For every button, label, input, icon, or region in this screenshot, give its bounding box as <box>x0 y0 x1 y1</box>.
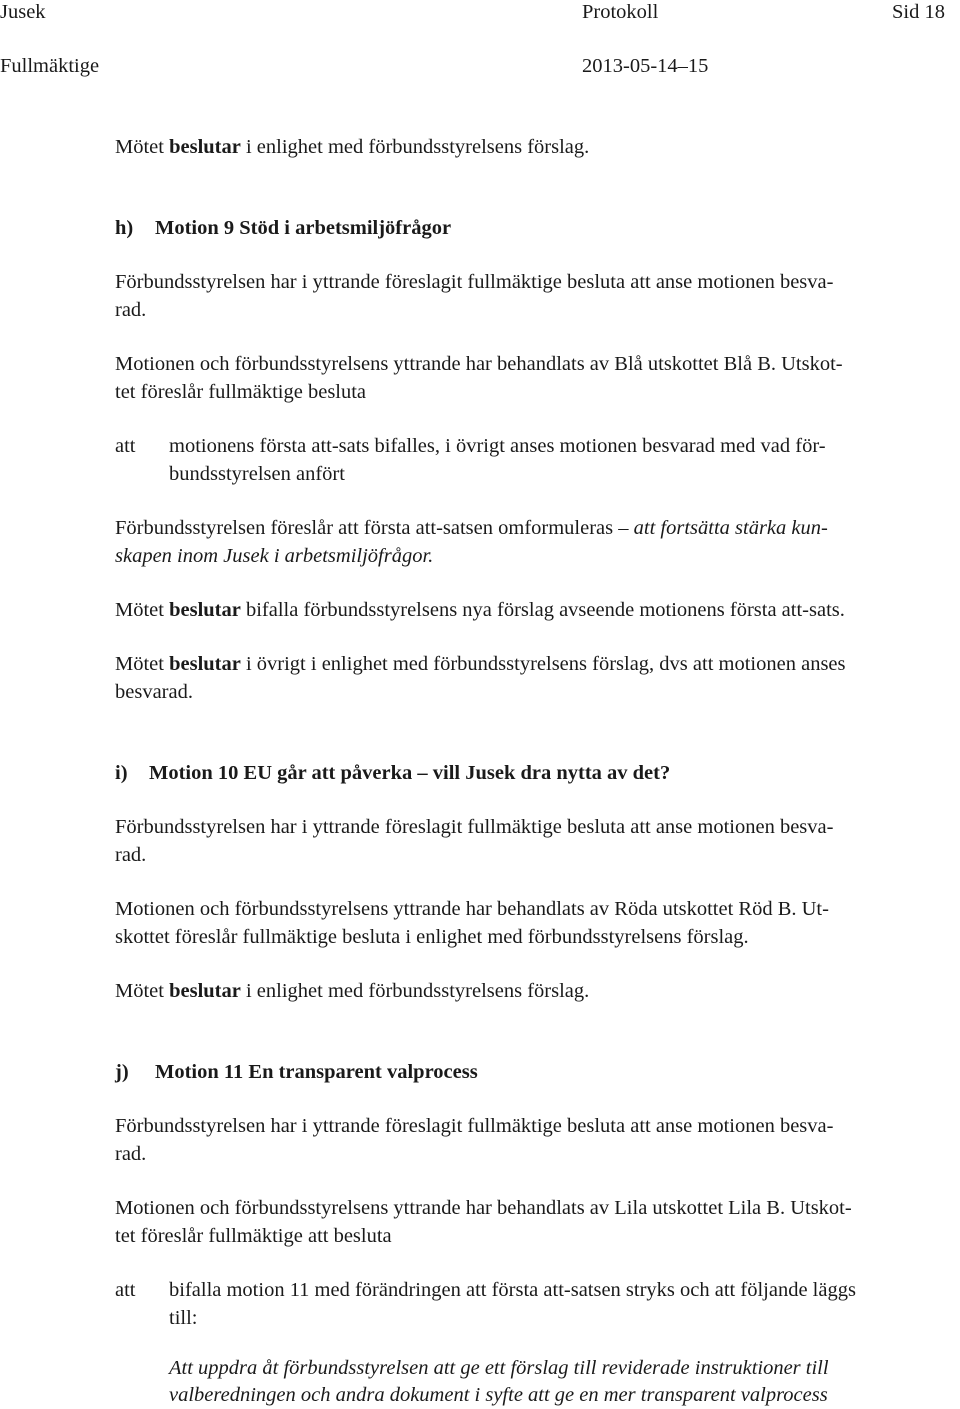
paragraph-line: Motionen och förbundsstyrelsens yttrande har behandlats av Blå utskottet Blå B. Utskot- <box>115 353 843 375</box>
section-title: Motion 10 EU går att påverka – vill Jusek dra nytta av det? <box>149 762 671 784</box>
proposal-line: skapen inom Jusek i arbetsmiljöfrågor. <box>115 545 434 567</box>
section-title: Motion 9 Stöd i arbetsmiljöfrågor <box>155 217 452 239</box>
paragraph-line: tet föreslår fullmäktige att besluta <box>115 1225 392 1247</box>
decision-line: Mötet beslutar i enlighet med förbundsstyrelsens förslag. <box>115 136 590 158</box>
att-label: att <box>115 1279 136 1301</box>
paragraph-line: tet föreslår fullmäktige besluta <box>115 381 367 403</box>
att-clause-line: motionens första att-sats bifalles, i övrigt anses motionen besvarad med vad för- <box>169 435 826 457</box>
paragraph-line: Motionen och förbundsstyrelsens yttrande har behandlats av Röda utskottet Röd B. Ut- <box>115 898 829 920</box>
att-clause-line: till: <box>169 1307 198 1329</box>
paragraph-line: besvarad. <box>115 681 193 703</box>
paragraph-line: Förbundsstyrelsen har i yttrande föreslagit fullmäktige besluta att anse motionen besva- <box>115 816 834 838</box>
proposal-line: Förbundsstyrelsen föreslår att första att-satsen omformuleras – att fortsätta stärka kun- <box>115 517 828 539</box>
quoted-proposal-line: Att uppdra åt förbundsstyrelsen att ge ett förslag till reviderade instruktioner till <box>169 1357 829 1379</box>
decision-line: Mötet beslutar i övrigt i enlighet med förbundsstyrelsens förslag, dvs att motionen anses <box>115 653 846 675</box>
section-label: i) <box>115 762 128 784</box>
header-org: Jusek <box>0 1 46 23</box>
paragraph-line: skottet föreslår fullmäktige besluta i enlighet med förbundsstyrelsens förslag. <box>115 926 749 948</box>
paragraph-line: Förbundsstyrelsen har i yttrande föreslagit fullmäktige besluta att anse motionen besva- <box>115 1115 834 1137</box>
att-clause-line: bifalla motion 11 med förändringen att första att-satsen stryks och att följande läggs <box>169 1279 856 1301</box>
paragraph-line: rad. <box>115 1143 147 1165</box>
att-clause-line: bundsstyrelsen anfört <box>169 463 345 485</box>
header-page-number: Sid 18 <box>892 1 945 23</box>
header-date: 2013-05-14–15 <box>582 55 709 77</box>
section-heading-j <box>115 1058 478 1086</box>
header-doc-type: Protokoll <box>582 1 659 23</box>
paragraph-line: rad. <box>115 299 147 321</box>
paragraph-line: Förbundsstyrelsen har i yttrande föreslagit fullmäktige besluta att anse motionen besva- <box>115 271 834 293</box>
paragraph-line: Motionen och förbundsstyrelsens yttrande har behandlats av Lila utskottet Lila B. Utskot- <box>115 1197 852 1219</box>
section-heading-h <box>115 214 452 242</box>
quoted-proposal-line: valberedningen och andra dokument i syfte att ge en mer transparent valprocess <box>169 1384 828 1406</box>
section-label: h) <box>115 217 134 239</box>
att-label: att <box>115 435 136 457</box>
header-meeting: Fullmäktige <box>0 55 100 77</box>
decision-line: Mötet beslutar i enlighet med förbundsstyrelsens förslag. <box>115 980 590 1002</box>
paragraph-line: rad. <box>115 844 147 866</box>
section-heading-i <box>115 759 671 787</box>
section-label: j) <box>115 1061 129 1083</box>
section-title: Motion 11 En transparent valprocess <box>155 1061 478 1083</box>
decision-line: Mötet beslutar bifalla förbundsstyrelsens nya förslag avseende motionens första att-sats. <box>115 599 845 621</box>
